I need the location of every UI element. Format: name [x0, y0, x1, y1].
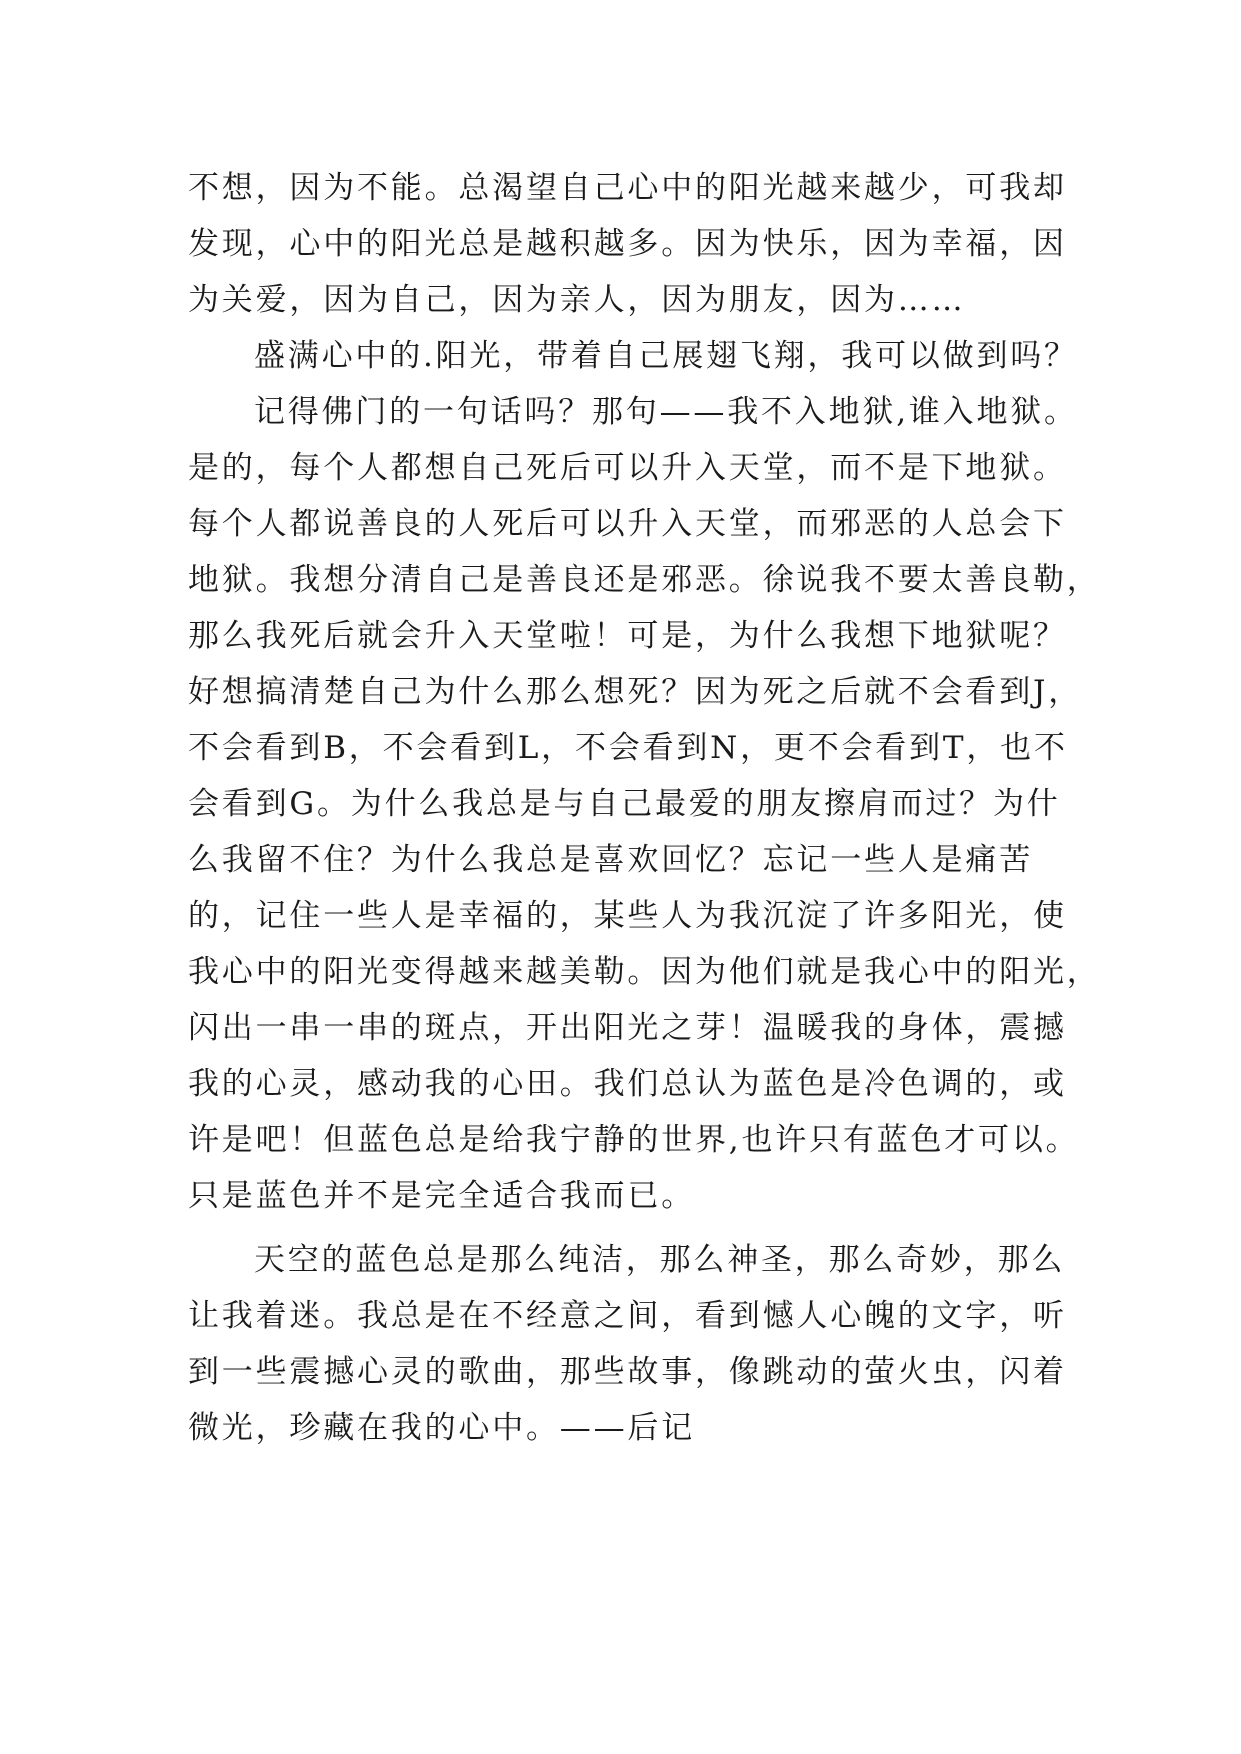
text-line: 地狱。我想分清自己是善良还是邪恶。徐说我不要太善良勒， — [188, 562, 1101, 598]
text-line: 好想搞清楚自己为什么那么想死？因为死之后就不会看到J， — [188, 674, 1083, 710]
text-line: 我心中的阳光变得越来越美勒。因为他们就是我心中的阳光， — [188, 954, 1101, 990]
text-line: 许是吧！但蓝色总是给我宁静的世界,也许只有蓝色才可以。 — [188, 1122, 1080, 1158]
paragraph-start-line: 天空的蓝色总是那么纯洁，那么神圣，那么奇妙，那么 — [254, 1242, 1066, 1278]
text-line: 不想，因为不能。总渴望自己心中的阳光越来越少，可我却 — [188, 170, 1067, 206]
text-line: 是的，每个人都想自己死后可以升入天堂，而不是下地狱。 — [188, 450, 1067, 486]
text-line: 每个人都说善良的人死后可以升入天堂，而邪恶的人总会下 — [188, 506, 1067, 542]
document-body — [188, 160, 1101, 1456]
text-line: 闪出一串一串的斑点，开出阳光之芽！温暖我的身体，震撼 — [188, 1010, 1067, 1046]
text-line: 不会看到B，不会看到L，不会看到N，更不会看到T，也不 — [188, 730, 1068, 766]
text-line: 到一些震撼心灵的歌曲，那些故事，像跳动的萤火虫，闪着 — [188, 1354, 1067, 1390]
text-line: 让我着迷。我总是在不经意之间，看到憾人心魄的文字，听 — [188, 1298, 1067, 1334]
text-line: 我的心灵，感动我的心田。我们总认为蓝色是冷色调的，或 — [188, 1066, 1067, 1102]
text-line: 只是蓝色并不是完全适合我而已。 — [188, 1178, 695, 1214]
text-line: 么我留不住？为什么我总是喜欢回忆？忘记一些人是痛苦 — [188, 842, 1033, 878]
paragraph-start-line: 记得佛门的一句话吗？那句——我不入地狱,谁入地狱。 — [254, 394, 1078, 430]
text-line: 那么我死后就会升入天堂啦！可是，为什么我想下地狱呢？ — [188, 618, 1067, 654]
paragraph-start-line: 盛满心中的.阳光，带着自己展翅飞翔，我可以做到吗？ — [254, 338, 1078, 374]
text-line: 会看到G。为什么我总是与自己最爱的朋友擦肩而过？为什 — [188, 786, 1061, 822]
text-line: 微光，珍藏在我的心中。——后记 — [188, 1410, 695, 1446]
text-line: 发现，心中的阳光总是越积越多。因为快乐，因为幸福，因 — [188, 226, 1067, 262]
text-line: 的，记住一些人是幸福的，某些人为我沉淀了许多阳光，使 — [188, 898, 1067, 934]
text-line: 为关爱，因为自己，因为亲人，因为朋友，因为…… — [188, 282, 966, 318]
